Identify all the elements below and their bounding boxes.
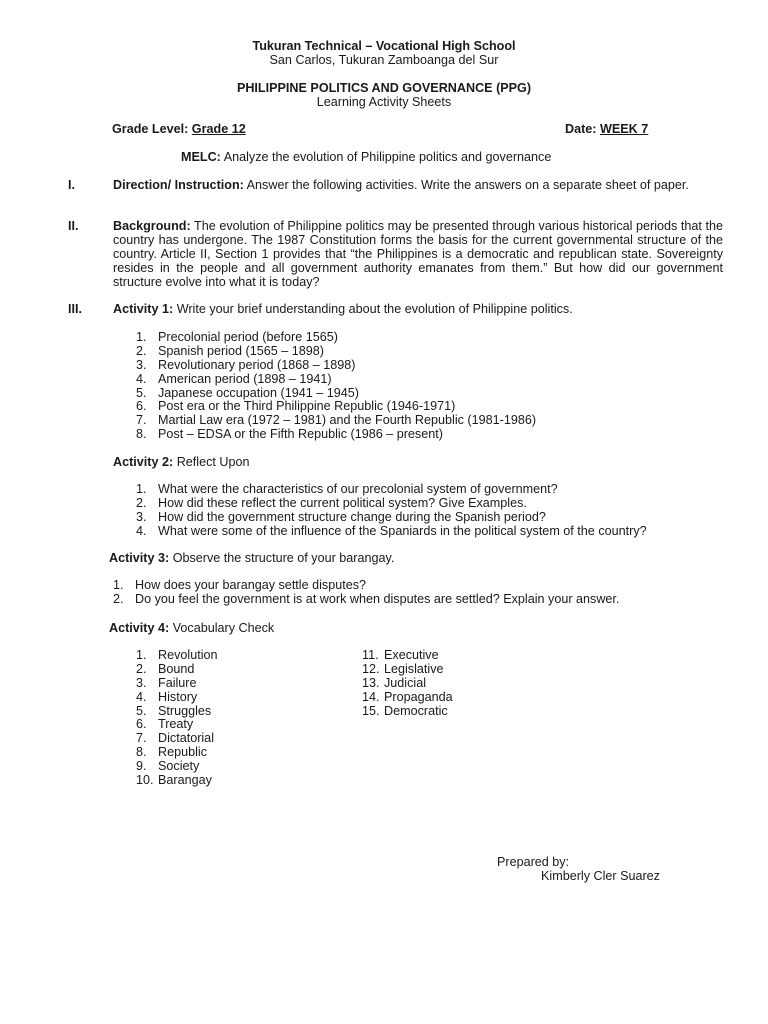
vocabulary-item: 7. Dictatorial bbox=[136, 731, 214, 746]
list-item: 5. Japanese occupation (1941 – 1945) bbox=[136, 385, 359, 400]
instruction-label: Direction/ Instruction: bbox=[113, 178, 244, 192]
date-line bbox=[565, 122, 648, 136]
vocabulary-list-column-1 bbox=[136, 648, 218, 787]
list-item: 4. What were some of the influence of the Spaniards in the political system of the country? bbox=[136, 523, 647, 538]
vocabulary-item: 9. Society bbox=[136, 759, 200, 774]
vocabulary-item: 5. Struggles bbox=[136, 703, 212, 718]
activity-3-list bbox=[113, 578, 619, 606]
list-item: 2. Do you feel the government is at work when disputes are settled? Explain your answer. bbox=[113, 591, 620, 606]
vocabulary-item: 12. Legislative bbox=[362, 661, 444, 676]
activity-2-heading bbox=[113, 455, 250, 469]
vocabulary-item: 14. Propaganda bbox=[362, 689, 453, 704]
list-item: 1. Precolonial period (before 1565) bbox=[136, 330, 338, 344]
activity-3-heading bbox=[109, 551, 394, 565]
list-item: 7. Martial Law era (1972 – 1981) and the Fourth Republic (1981-1986) bbox=[136, 413, 537, 428]
list-item: 3. Revolutionary period (1868 – 1898) bbox=[136, 357, 356, 372]
vocabulary-item: 3. Failure bbox=[136, 675, 197, 690]
vocabulary-item: 11. Executive bbox=[362, 648, 439, 662]
section-i-numeral: I. bbox=[68, 178, 75, 192]
activity-2-text: Reflect Upon bbox=[176, 455, 250, 469]
list-item: 3. How did the government structure change during the Spanish period? bbox=[136, 509, 546, 524]
activity-3-label: Activity 3: bbox=[109, 551, 170, 565]
list-item: 2. Spanish period (1565 – 1898) bbox=[136, 343, 324, 358]
school-address: San Carlos, Tukuran Zamboanga del Sur bbox=[269, 53, 499, 67]
activity-1-list bbox=[136, 330, 536, 441]
list-item: 1. What were the characteristics of our precolonial system of government? bbox=[136, 482, 558, 496]
activity-2-label: Activity 2: bbox=[113, 455, 174, 469]
date-label: Date: bbox=[565, 122, 597, 136]
section-i-instruction bbox=[113, 178, 723, 192]
grade-level-label: Grade Level: bbox=[112, 122, 189, 136]
activity-2-list bbox=[136, 482, 647, 538]
document-type: Learning Activity Sheets bbox=[316, 95, 452, 109]
background-label: Background: bbox=[113, 219, 191, 233]
vocabulary-item: 2. Bound bbox=[136, 661, 195, 676]
activity-3-text: Observe the structure of your barangay. bbox=[172, 551, 395, 565]
preparer-name: Kimberly Cler Suarez bbox=[541, 869, 660, 883]
activity-1-label: Activity 1: bbox=[113, 302, 174, 316]
instruction-text: Answer the following activities. Write the answers on a separate sheet of paper. bbox=[246, 178, 689, 192]
list-item: 1. How does your barangay settle disputes? bbox=[113, 578, 367, 592]
vocabulary-item: 15. Democratic bbox=[362, 703, 448, 718]
activity-4-text: Vocabulary Check bbox=[172, 621, 275, 635]
list-item: 2. How did these reflect the current political system? Give Examples. bbox=[136, 495, 527, 510]
activity-1-heading bbox=[113, 302, 573, 316]
vocabulary-item: 4. History bbox=[136, 689, 198, 704]
prepared-by-label: Prepared by: bbox=[497, 855, 570, 869]
list-item: 6. Post era or the Third Philippine Republic (1946-1971) bbox=[136, 399, 456, 414]
section-ii-background bbox=[113, 219, 723, 289]
activity-4-heading bbox=[109, 621, 274, 635]
school-name: Tukuran Technical – Vocational High School bbox=[252, 39, 516, 53]
grade-level-line bbox=[112, 122, 246, 136]
date-value: WEEK 7 bbox=[600, 122, 649, 136]
vocabulary-item: 8. Republic bbox=[136, 745, 208, 760]
vocabulary-item: 1. Revolution bbox=[136, 648, 218, 662]
section-ii-numeral: II. bbox=[68, 219, 79, 233]
melc-text: Analyze the evolution of Philippine politics and governance bbox=[223, 150, 552, 164]
melc-line bbox=[181, 150, 551, 164]
activity-4-label: Activity 4: bbox=[109, 621, 170, 635]
activity-1-text: Write your brief understanding about the evolution of Philippine politics. bbox=[176, 302, 573, 316]
section-iii-numeral: III. bbox=[68, 302, 82, 316]
list-item: 8. Post – EDSA or the Fifth Republic (1986 – present) bbox=[136, 427, 443, 442]
vocabulary-item: 13. Judicial bbox=[362, 675, 426, 690]
background-text: The evolution of Philippine politics may be presented through various historical periods that the country has undergone. The 1987 Constitution forms the basis for the current governmental structure of the country. Article II, Section 1 provides that “the Philippines is a democratic and republican state. Sovereignty resides in the people and all government authority emanates from them.” But how did our government structure evolve into what it is today? bbox=[113, 219, 723, 289]
list-item: 4. American period (1898 – 1941) bbox=[136, 371, 332, 386]
vocabulary-item: 10. Barangay bbox=[136, 773, 212, 788]
vocabulary-list-column-2 bbox=[362, 648, 453, 717]
melc-label: MELC: bbox=[181, 150, 221, 164]
vocabulary-item: 6. Treaty bbox=[136, 717, 194, 732]
grade-level-value: Grade 12 bbox=[191, 122, 246, 136]
subject-title: PHILIPPINE POLITICS AND GOVERNANCE (PPG) bbox=[236, 81, 532, 95]
